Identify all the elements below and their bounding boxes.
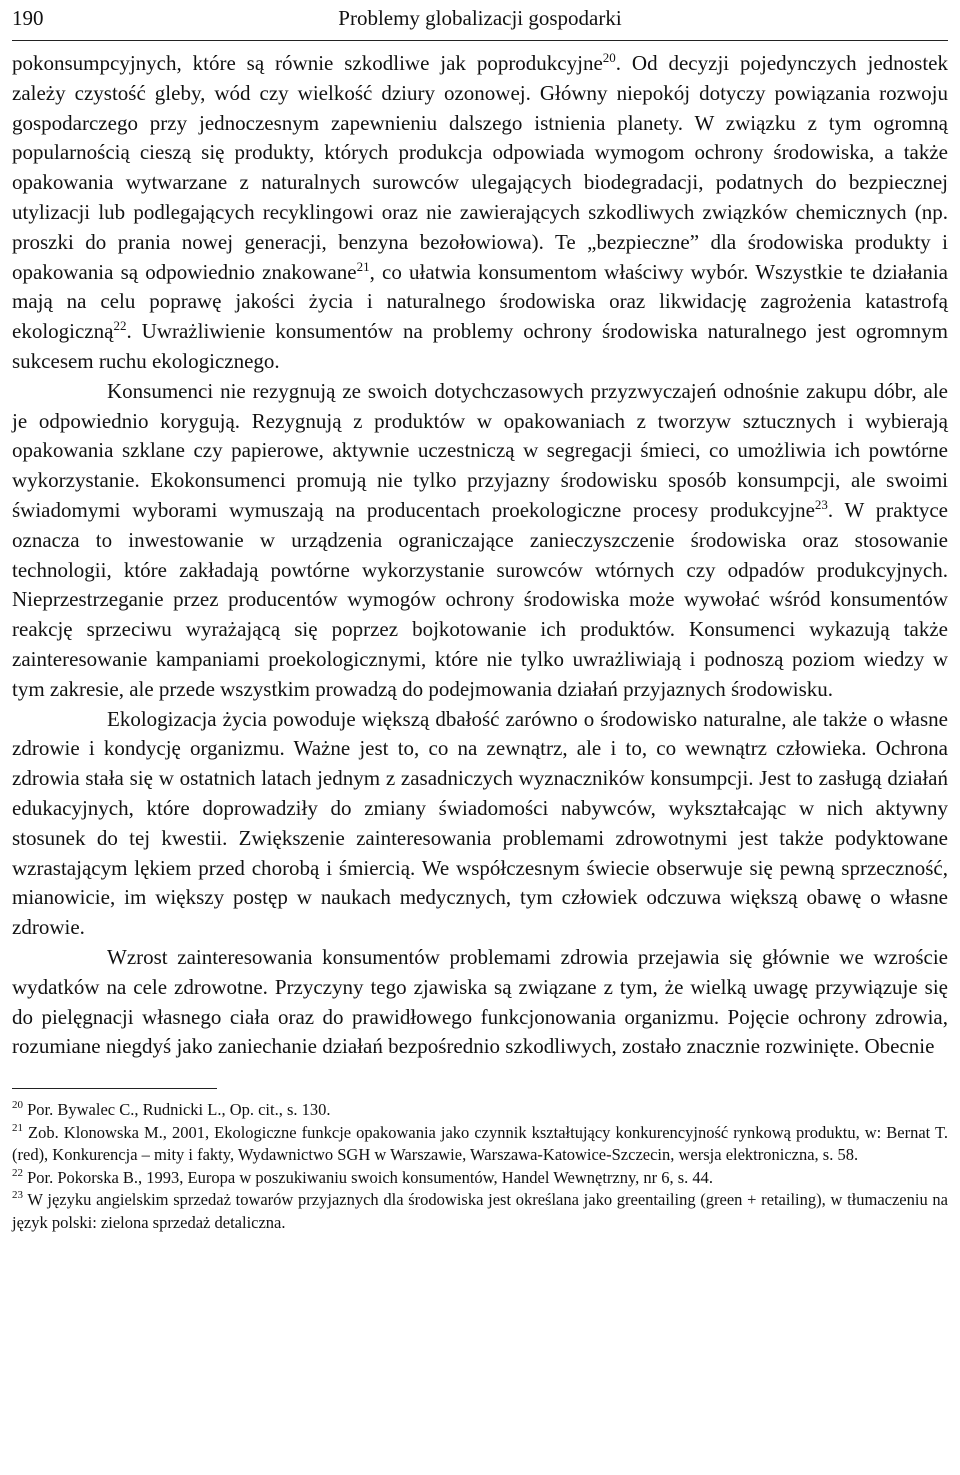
document-page [12, 0, 948, 1235]
footnote-text: Por. Pokorska B., 1993, Europa w poszukiwaniu swoich konsumentów, Handel Wewnętrzny, nr 6, s. 44. [23, 1167, 714, 1187]
footnote-ref-23[interactable]: 23 [814, 496, 828, 512]
footnote-ref-21[interactable]: 21 [356, 258, 370, 274]
footnote-23 [12, 1189, 948, 1234]
footnote-text: Por. Bywalec C., Rudnicki L., Op. cit., s. 130. [23, 1100, 331, 1120]
paragraph-text: Wzrost zainteresowania konsumentów problemami zdrowia przejawia się głównie we wzroście wydatków na cele zdrowotne. Przyczyny tego zjawiska są związane z tym, że wielką uwagę przywiązuje się do pielęgnacji własnego ciała oraz do prawidłowego funkcjonowania organizmu. Pojęcie ochrony zdrowia, rozumiane niegdyś jako zaniechanie działań bezpośrednio szkodliwych, zostało znacznie rozwinięte. Obecnie [12, 944, 948, 1059]
footnote-ref-22[interactable]: 22 [113, 318, 127, 334]
paragraph-text: Ekologizacja życia powoduje większą dbałość zarówno o środowisko naturalne, ale także o własne zdrowie i kondycję organizmu. Ważne jest to, co na zewnątrz, ale i to, co wewnątrz człowieka. Ochrona zdrowia stała się w ostatnich latach jednym z zasadniczych wyznaczników konsumpcji. Jest to zasługą działań edukacyjnych, które doprowadziły do zmiany świadomości nabywców, wykształcając w nich aktywny stosunek do tej kwestii. Zwiększenie zainteresowania problemami zdrowotnymi jest także podyktowane wzrastającym lękiem przed chorobą i śmiercią. We współczesnym świecie obserwuje się pewną sprzeczność, mianowicie, im większy postęp w naukach medycznych, tym człowiek odczuwa większą obawę o własne zdrowie. [12, 706, 948, 940]
paragraph-4 [12, 943, 948, 1062]
footnote-20 [12, 1099, 948, 1122]
paragraph-text: , co ułatwia konsumentom właściwy wybór. Wszystkie te działania mają na celu poprawę jakości życia i naturalnego środowiska oraz likwidację zagrożenia katastrofą ekologiczną [12, 259, 948, 344]
footnote-number: 21 [12, 1121, 23, 1134]
paragraph-text: . Uwrażliwienie konsumentów na problemy ochrony środowiska naturalnego jest ogromnym sukcesem ruchu ekologicznego. [12, 319, 948, 373]
paragraph-3 [12, 705, 948, 943]
footnote-ref-20[interactable]: 20 [602, 50, 616, 65]
footnote-text: Zob. Klonowska M., 2001, Ekologiczne funkcje opakowania jako czynnik kształtujący konkurencyjność rynkową produktu, w: Bernat T. (red), Konkurencja – mity i fakty, Wydawnictwo SGH w Warszawie, Warszawa-Katowice-Szczecin, wersja elektroniczna, s. 58. [12, 1122, 948, 1165]
body-text [12, 49, 948, 1062]
running-title: Problemy globalizacji gospodarki [338, 6, 622, 30]
footnote-text: W języku angielskim sprzedaż towarów przyjaznych dla środowiska jest określana jako greentailing (green + retailing), w tłumaczeniu na język polski: zielona sprzedaż detaliczna. [12, 1190, 948, 1233]
paragraph-text: pokonsumpcyjnych, które są równie szkodliwe jak poprodukcyjne [12, 51, 603, 75]
paragraph-2 [12, 377, 948, 705]
footnote-number: 20 [12, 1099, 23, 1112]
paragraph-text: . Od decyzji pojedynczych jednostek zależy czystość gleby, wód czy wielkość dziury ozonowej. Główny niepokój dotyczy powiązania rozwoju gospodarczego przy jednoczesnym zapewnieniu dalszego istnienia planety. W związku z tym ogromną popularnością cieszą się produkty, których produkcja odpowiada wymogom ochrony środowiska, a także opakowania wytwarzane z naturalnych surowców ulegających biodegradacji, podatnych do bezpiecznej utylizacji lub podlegających recyklingowi oraz nie zawierających szkodliwych związków chemicznych (np. proszki do prania nowej generacji, benzyna bezołowiowa). Te „bezpieczne” dla środowiska produkty i opakowania są odpowiednio znakowane [12, 51, 948, 284]
page-header [12, 0, 948, 41]
paragraph-text: . W praktyce oznacza to inwestowanie w urządzenia ograniczające zanieczyszczenie środowiska oraz stosowanie technologii, które zakładają powtórne wykorzystanie surowców wtórnych czy odpadów produkcyjnych. Nieprzestrzeganie przez producentów wymogów ochrony środowiska może wywołać wśród konsumentów reakcję sprzeciwu wyrażającą się poprzez bojkotowanie ich produktów. Konsumenci wykazują także zainteresowanie kampaniami proekologicznymi, które nie tylko uwrażliwiają i podnoszą poziom wiedzy w tym zakresie, ale przede wszystkim prowadzą do podejmowania działań przyjaznych środowisku. [12, 497, 948, 701]
footnote-21 [12, 1122, 948, 1167]
footnote-22 [12, 1167, 948, 1190]
footnote-separator [12, 1088, 217, 1089]
footnotes [12, 1099, 948, 1235]
footnote-number: 23 [12, 1189, 23, 1202]
footnote-number: 22 [12, 1166, 23, 1179]
paragraph-text: Konsumenci nie rezygnują ze swoich dotychczasowych przyzwyczajeń odnośnie zakupu dóbr, ale je odpowiednio korygują. Rezygnują z produktów w opakowaniach z tworzyw sztucznych i wybierają opakowania szklane czy papierowe, aktywnie uczestniczą w segregacji śmieci, co umożliwia ich powtórne wykorzystanie. Ekokonsumenci promują nie tylko przyjazny środowisku sposób konsumpcji, ale swoimi świadomymi wyborami wymuszają na producentach proekologiczne procesy produkcyjne [12, 378, 948, 522]
paragraph-1 [12, 49, 948, 377]
page-number: 190 [12, 6, 44, 30]
